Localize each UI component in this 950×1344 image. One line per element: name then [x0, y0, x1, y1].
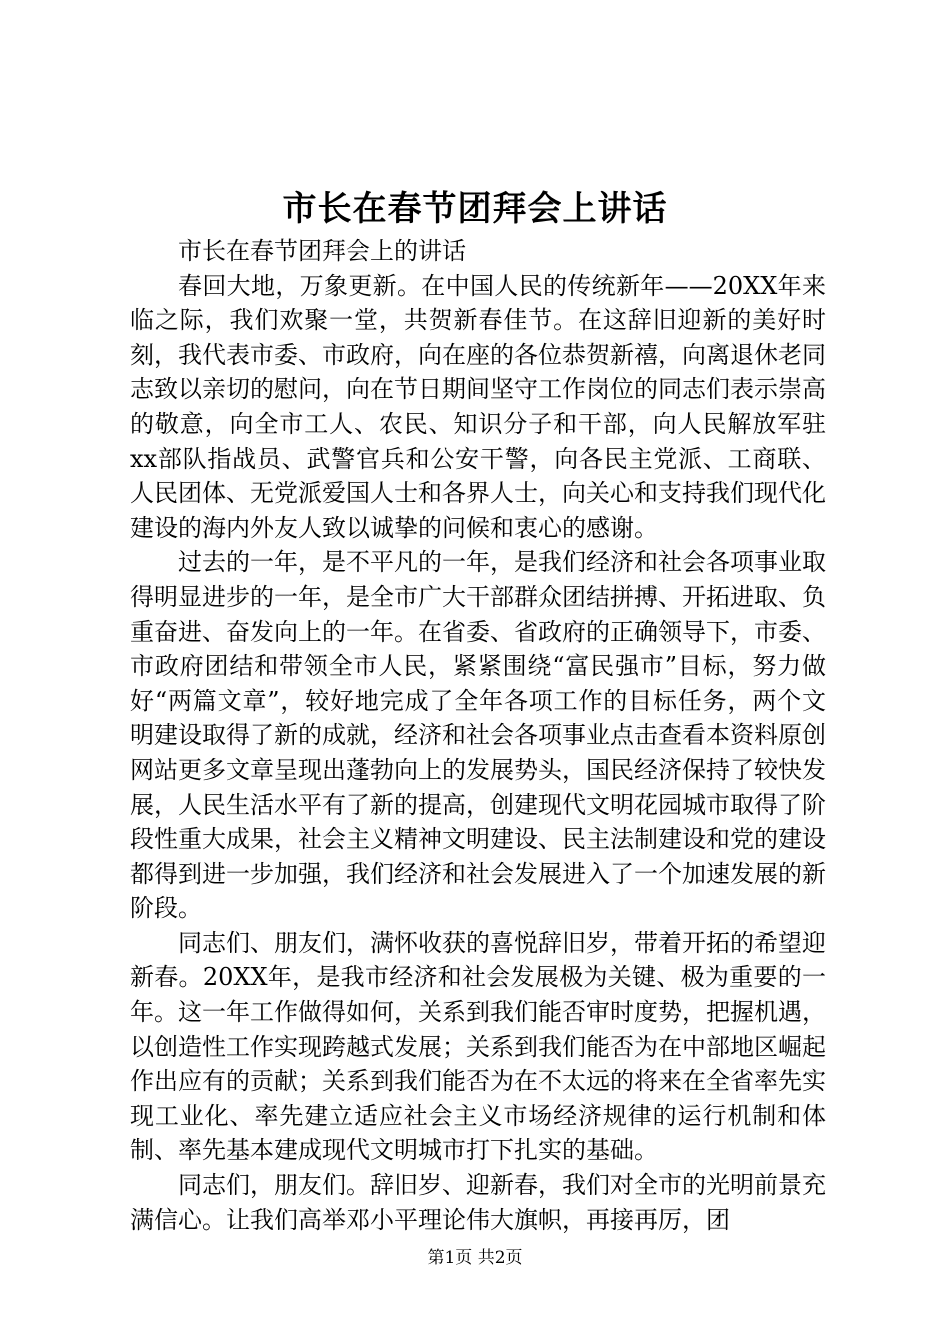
document-subtitle: 市长在春节团拜会上的讲话: [178, 237, 466, 265]
paragraph-4: 同志们，朋友们。辞旧岁、迎新春，我们对全市的光明前景充满信心。让我们高举邓小平理论伟大旗帜，再接再厉，团: [130, 1171, 826, 1234]
paragraph-1: 春回大地，万象更新。在中国人民的传统新年——20XX年来临之际，我们欢聚一堂，共贺新春佳节。在这辞旧迎新的美好时刻，我代表市委、市政府，向在座的各位恭贺新禧，向离退休老同志致以亲切的慰问，向在节日期间坚守工作岗位的同志们表示崇高的敬意，向全市工人、农民、知识分子和干部，向人民解放军驻xx部队指战员、武警官兵和公安干警，向各民主党派、工商联、人民团体、无党派爱国人士和各界人士，向关心和支持我们现代化建设的海内外友人致以诚挚的问候和衷心的感谢。: [130, 271, 826, 542]
paragraph-3: 同志们、朋友们，满怀收获的喜悦辞旧岁，带着开拓的希望迎新春。20XX年，是我市经济和社会发展极为关键、极为重要的一年。这一年工作做得如何，关系到我们能否审时度势，把握机遇，以创造性工作实现跨越式发展；关系到我们能否为在中部地区崛起作出应有的贡献；关系到我们能否为在不太远的将来在全省率先实现工业化、率先建立适应社会主义市场经济规律的运行机制和体制、率先基本建成现代文明城市打下扎实的基础。: [130, 928, 826, 1165]
paragraph-2: 过去的一年，是不平凡的一年，是我们经济和社会各项事业取得明显进步的一年，是全市广大干部群众团结拼搏、开拓进取、负重奋进、奋发向上的一年。在省委、省政府的正确领导下，市委、市政府团结和带领全市人民，紧紧围绕“富民强市”目标，努力做好“两篇文章”，较好地完成了全年各项工作的目标任务，两个文明建设取得了新的成就，经济和社会各项事业点击查看本资料原创网站更多文章呈现出蓬勃向上的发展势头，国民经济保持了较快发展，人民生活水平有了新的提高，创建现代文明花园城市取得了阶段性重大成果，社会主义精神文明建设、民主法制建设和党的建设都得到进一步加强，我们经济和社会发展进入了一个加速发展的新阶段。: [130, 548, 826, 923]
document-body: [130, 234, 826, 1237]
page-footer: 第1页 共2页: [427, 1248, 523, 1268]
document-title: 市长在春节团拜会上讲话: [282, 189, 668, 229]
